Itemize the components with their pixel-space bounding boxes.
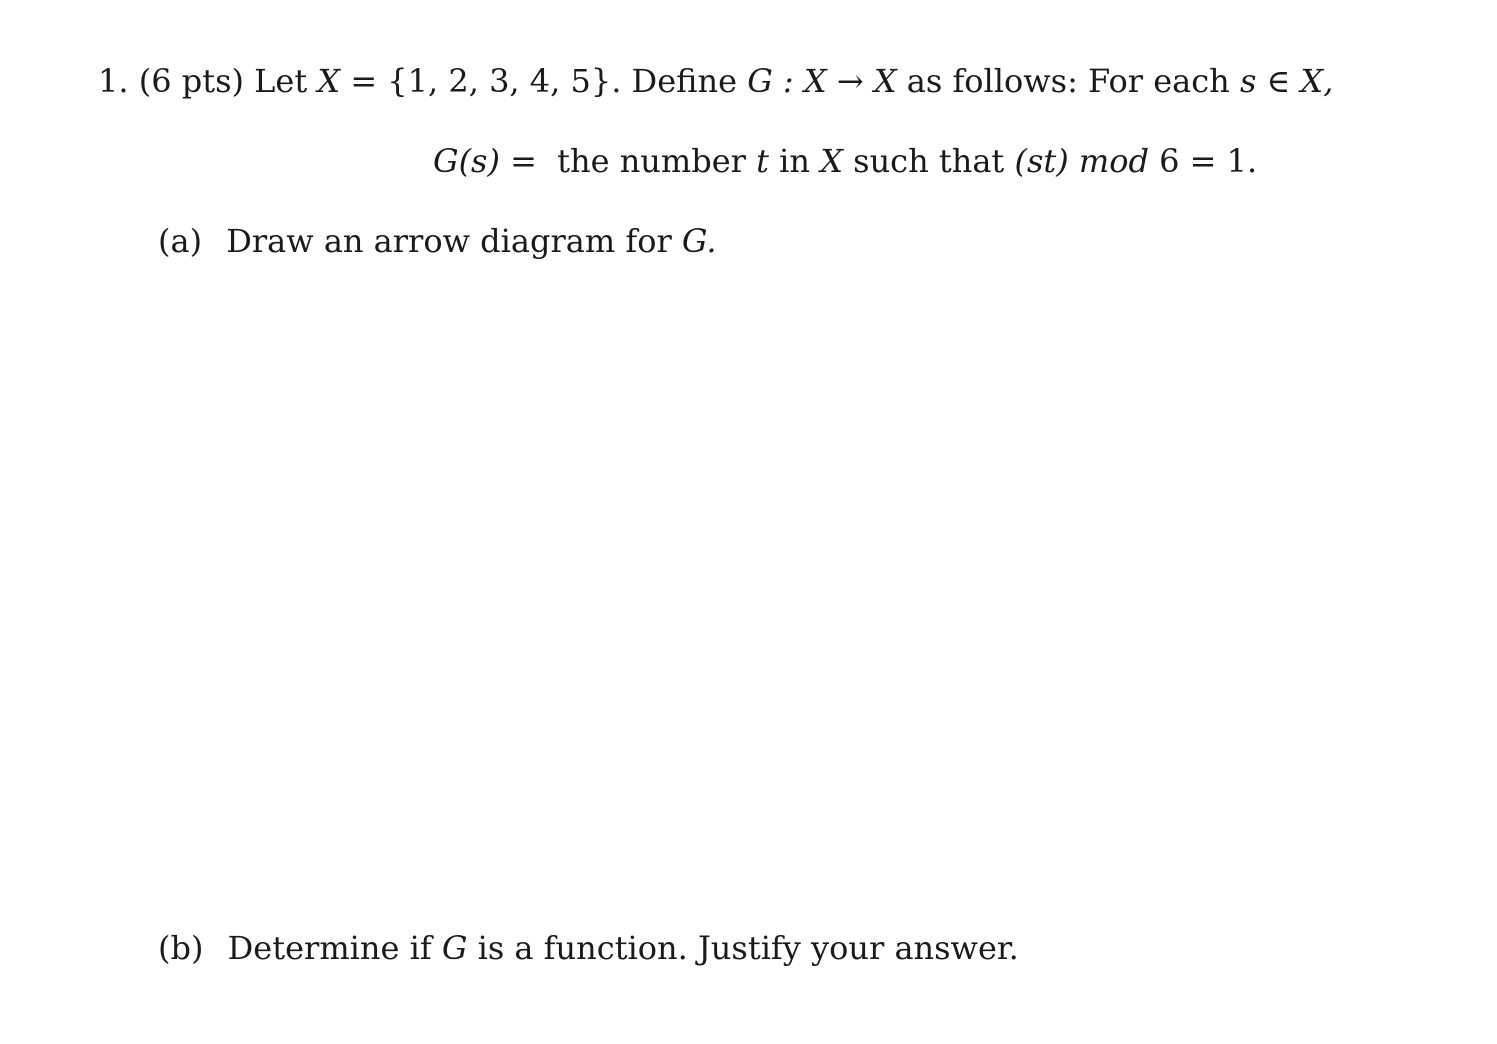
- part-b-question: [158, 928, 1019, 968]
- set-variable: X: [317, 62, 341, 100]
- part-a-label: (a): [158, 222, 203, 260]
- function-definition: [433, 141, 1257, 181]
- definition-lhs: G(s): [433, 142, 500, 180]
- problem-points: (6 pts): [138, 62, 244, 100]
- definition-equals: =: [510, 142, 537, 180]
- part-b-label: (b): [158, 929, 204, 967]
- part-a-question: [158, 221, 717, 261]
- definition-text-3: such that: [853, 142, 1005, 180]
- as-follows-text: as follows: For each: [906, 62, 1230, 100]
- part-a-text: Draw an arrow diagram for: [226, 222, 672, 260]
- definition-text-1: the number: [557, 142, 746, 180]
- element-variable: s: [1239, 62, 1257, 100]
- part-b-variable: G: [441, 929, 468, 967]
- t-variable: t: [756, 142, 769, 180]
- definition-text-2: in: [779, 142, 811, 180]
- problem-statement: [98, 61, 1333, 101]
- equals-sign: =: [350, 62, 378, 100]
- part-b-text-1: Determine if: [227, 929, 432, 967]
- problem-number: 1.: [98, 62, 129, 100]
- element-of-symbol: ∈: [1266, 62, 1291, 100]
- part-b-text-2: is a function. Justify your answer.: [477, 929, 1019, 967]
- define-word: Define: [631, 62, 738, 100]
- definition-rhs: 6 = 1.: [1159, 142, 1258, 180]
- let-word: Let: [254, 62, 308, 100]
- mod-word: mod: [1078, 142, 1149, 180]
- st-expression: (st): [1014, 142, 1069, 180]
- part-a-variable: G.: [681, 222, 717, 260]
- x-variable: X: [820, 142, 843, 180]
- set-value: {1, 2, 3, 4, 5}.: [387, 62, 622, 100]
- set-reference: X,: [1300, 62, 1334, 100]
- map-signature: G : X → X: [747, 62, 897, 100]
